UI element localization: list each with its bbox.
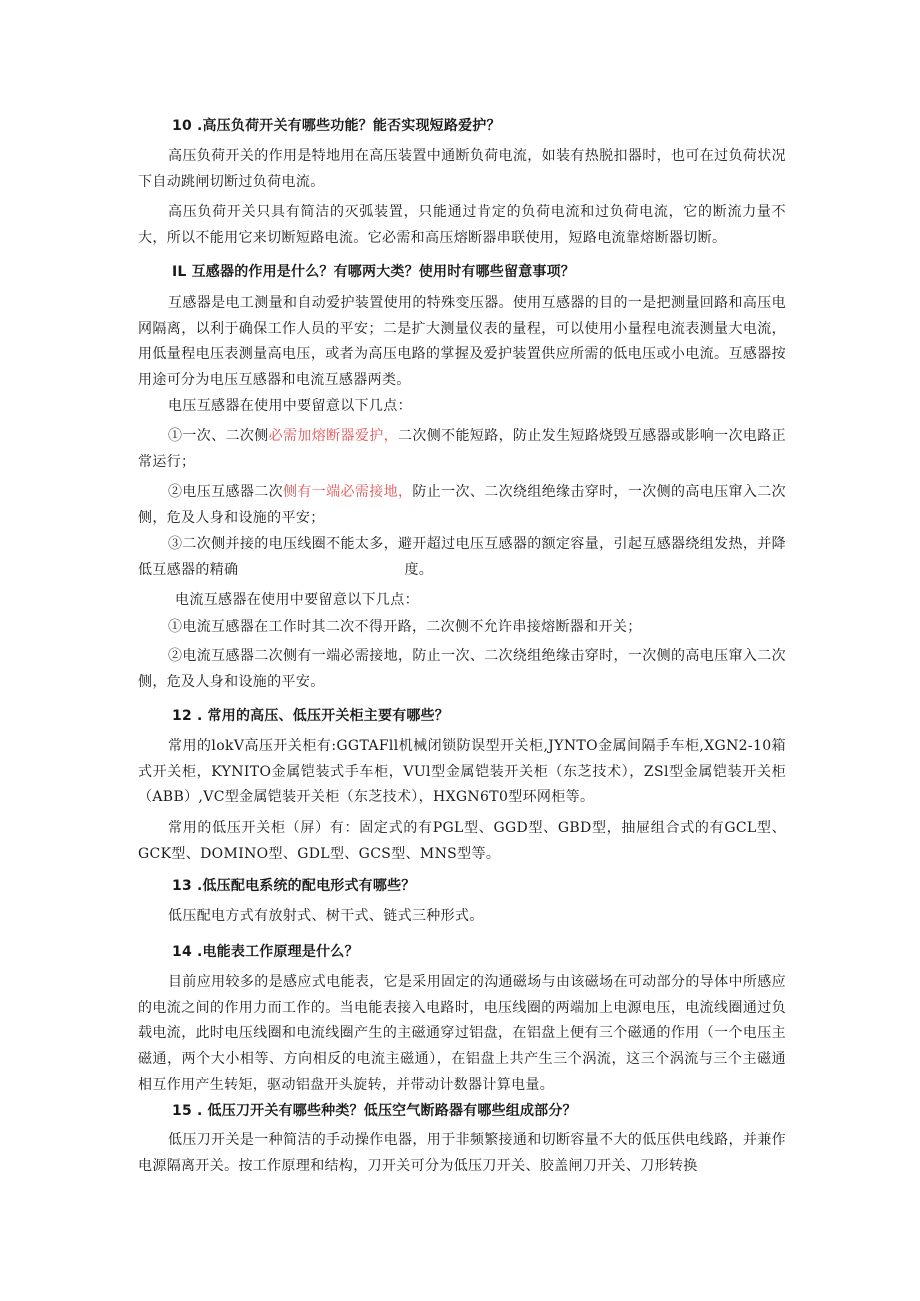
vt-point-3-text-b: 度。 <box>404 561 434 578</box>
question-14-heading <box>138 942 786 962</box>
question-15-title: 15 . 低压刀开关有哪些种类？低压空气断路器有哪些组成部分？ <box>172 1103 577 1119</box>
question-10-heading <box>138 116 786 136</box>
question-13-heading <box>138 876 786 896</box>
vt-point-1-text-a: ①一次、二次侧 <box>168 428 269 444</box>
vt-point-1-highlight: 必需加熔断器爱护， <box>268 428 398 444</box>
vt-point-3 <box>138 532 786 583</box>
q14-paragraph-1: 目前应用较多的是感应式电能表，它是采用固定的沟通磁场与由该磁场在可动部分的导体中所感应的电流之间的作用力而工作的。当电能表接入电路时，电压线圈的两端加上电源电压，电流线圈通过负载电流，此时电压线圈和电流线圈产生的主磁通穿过铝盘，在铝盘上便有三个磁通的作用（一个电压主磁通，两个大小相等、方向相反的电流主磁通），在铝盘上共产生三个涡流，这三个涡流与三个主磁通相互作用产生转矩，驱动铝盘开头旋转，并带动计数器计算电量。 <box>138 974 786 1093</box>
q12-paragraph-1: 常用的lokV高压开关柜有:GGTAFll机械闭锁防误型开关柜,JYNTO金属间隔手车柜,XGN2-10箱式开关柜，KYNITO金属铠装式手车柜，VUl型金属铠装开关柜（东芝技术），ZSl型金属铠装开关柜（ABB）,VC型金属铠装开关柜（东芝技术），HXGN6T0型环网柜等。 <box>138 738 786 806</box>
ct-point-2: ②电流互感器二次侧有一端必需接地，防止一次、二次绕组绝缘击穿时，一次侧的高电压窜入二次侧，危及人身和设施的平安。 <box>138 648 786 690</box>
vt-point-1 <box>138 424 786 475</box>
ct-point-1: ①电流互感器在工作时其二次不得开路，二次侧不允许串接熔断器和开关； <box>168 619 642 635</box>
q10-paragraph-1: 高压负荷开关的作用是特地用在高压装置中通断负荷电流，如装有热脱扣器时，也可在过负荷状况下自动跳闸切断过负荷电流。 <box>138 148 786 190</box>
question-12-heading <box>138 706 786 726</box>
q15-paragraph-1: 低压刀开关是一种简洁的手动操作电器，用于非频繁接通和切断容量不大的低压供电线路，并兼作电源隔离开关。按工作原理和结构，刀开关可分为低压刀开关、胶盖闸刀开关、刀形转换 <box>138 1132 786 1174</box>
question-13-title: 13 .低压配电系统的配电形式有哪些？ <box>172 878 416 894</box>
vt-point-2-highlight: 侧有一端必需接地， <box>282 484 413 500</box>
question-11-title: IL 互感器的作用是什么？有哪两大类？使用时有哪些留意事项？ <box>172 264 576 280</box>
question-11-heading <box>138 262 786 282</box>
question-12-title: 12 . 常用的高压、低压开关柜主要有哪些？ <box>172 708 449 724</box>
q11-paragraph-1: 互感器是电工测量和自动爱护装置使用的特殊变压器。使用互感器的目的一是把测量回路和高压电网隔离，以利于确保工作人员的平安；二是扩大测量仪表的量程，可以使用小量程电流表测量大电流，用低量程电压表测量高电压，或者为高压电路的掌握及爱护装置供应所需的低电压或小电流。互感器按用途可分为电压互感器和电流互感器两类。 <box>138 295 786 389</box>
question-14-title: 14 .电能表工作原理是什么？ <box>172 944 359 960</box>
question-15-heading <box>138 1101 786 1121</box>
question-10-title: 10 .高压负荷开关有哪些功能？能否实现短路爱护？ <box>172 118 501 134</box>
q13-paragraph-1: 低压配电方式有放射式、树干式、链式三种形式。 <box>168 908 484 924</box>
vt-point-1-text-b: 二次侧不能短路，防止发生短路烧毁互感器或影响一次电路正常运行； <box>138 428 786 470</box>
ct-intro: 电流互感器在使用中要留意以下几点： <box>175 592 419 608</box>
vt-point-2-text-b: 防止一次、二次绕组绝缘击穿时，一次侧的高电压窜入二次侧，危及人身和设施的平安； <box>138 484 786 526</box>
q12-paragraph-2: 常用的低压开关柜（屏）有：固定式的有PGL型、GGD型、GBD型，抽屉组合式的有GCL型、GCK型、DOMINO型、GDL型、GCS型、MNS型等。 <box>138 820 786 862</box>
vt-point-3-text-a: ③二次侧并接的电压线圈不能太多，避开超过电压互感器的额定容量，引起互感器绕组发热，并降低互感器的精确 <box>138 536 786 578</box>
vt-point-2-text-a: ②电压互感器二次 <box>168 484 283 500</box>
q10-paragraph-2: 高压负荷开关只具有简洁的灭弧装置，只能通过肯定的负荷电流和过负荷电流，它的断流力量不大，所以不能用它来切断短路电流。它必需和高压熔断器串联使用，短路电流靠熔断器切断。 <box>138 204 786 246</box>
vt-point-2 <box>138 480 786 531</box>
vt-intro: 电压互感器在使用中要留意以下几点： <box>168 398 412 414</box>
